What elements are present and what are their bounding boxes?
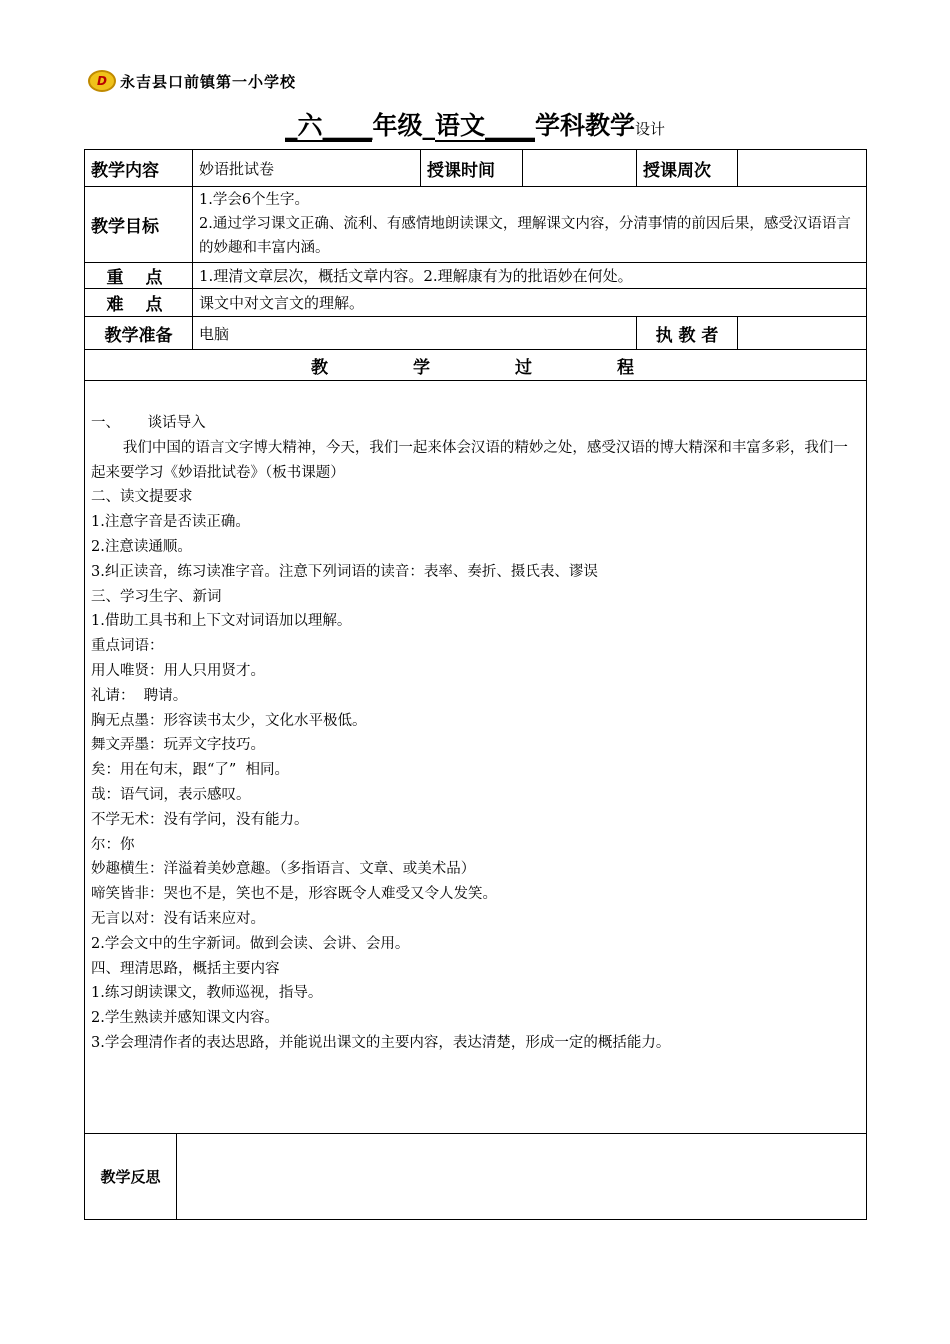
title-grade-suffix: 年级_ (372, 111, 435, 140)
lesson-plan-table (84, 149, 867, 1220)
row-prep (85, 317, 867, 350)
title-grade: 六____ (297, 111, 373, 140)
row-reflection (85, 1134, 867, 1220)
process-line: 2.学生熟读并感知课文内容。 (91, 1010, 279, 1027)
goal-item: 1.学会6个生字。 (199, 192, 310, 208)
goals-label: 教学目标 (85, 187, 193, 263)
difficulty-value: 课文中对文言文的理解。 (193, 289, 867, 317)
goal-item: 2.通过学习课文正确、流利、有感情地朗读课文，理解课文内容，分清事情的前因后果，感受汉语语言的妙趣和丰富内涵。 (199, 216, 851, 256)
process-label: 教学过程 (85, 350, 867, 381)
process-line: 礼请： 聘请。 (91, 687, 188, 704)
process-line: 妙趣横生：洋溢着美妙意趣。（多指语言、文章、或美术品） (91, 861, 476, 878)
process-line: 矣：用在句末，跟“了” 相同。 (91, 762, 290, 779)
process-line: 哉：语气词，表示感叹。 (91, 786, 251, 803)
teacher-value (738, 317, 867, 350)
focus-value: 1.理清文章层次，概括文章内容。2.理解康有为的批语妙在何处。 (193, 263, 867, 289)
title-subject: 语文____ (434, 111, 535, 140)
process-line: 不学无术：没有学问，没有能力。 (91, 811, 309, 828)
difficulty-label: 难 点 (85, 289, 193, 317)
title-prefix: _ (284, 111, 298, 140)
process-line: 啼笑皆非：哭也不是，笑也不是，形容既令人难受又令人发笑。 (91, 886, 497, 903)
process-line: 2.注意读通顺。 (91, 538, 192, 555)
school-header (88, 68, 296, 94)
process-body (85, 381, 867, 1134)
title-subject-suffix: 学科教学 (535, 111, 636, 140)
focus-label: 重 点 (85, 263, 193, 289)
row-process-body (85, 381, 867, 1134)
content-label: 教学内容 (85, 150, 193, 187)
time-label: 授课时间 (421, 150, 523, 187)
document-title (0, 106, 950, 142)
process-line: 四、理清思路，概括主要内容 (91, 960, 280, 977)
time-value (523, 150, 637, 187)
week-label: 授课周次 (637, 150, 738, 187)
content-value: 妙语批试卷 (193, 150, 421, 187)
process-line: 3.纠正读音，练习读准字音。注意下列词语的读音：表率、奏折、摄氏表、谬误 (91, 563, 598, 580)
process-line: 无言以对：没有话来应对。 (91, 910, 265, 927)
school-logo-icon: D (88, 70, 116, 92)
process-line: 1.借助工具书和上下文对词语加以理解。 (91, 613, 352, 630)
teacher-label: 执 教 者 (637, 317, 738, 350)
prep-value: 电脑 (193, 317, 637, 350)
row-content (85, 150, 867, 187)
row-goals (85, 187, 867, 263)
process-line: 2.学会文中的生字新词。做到会读、会讲、会用。 (91, 935, 410, 952)
process-line: 1.练习朗读课文，教师巡视，指导。 (91, 985, 323, 1002)
reflection-value (177, 1134, 867, 1220)
process-line: 用人唯贤：用人只用贤才。 (91, 662, 265, 679)
process-line: 舞文弄墨：玩弄文字技巧。 (91, 737, 265, 754)
reflection-label: 教学反思 (85, 1134, 177, 1220)
prep-label: 教学准备 (85, 317, 193, 350)
process-line: 3.学会理清作者的表达思路，并能说出课文的主要内容，表达清楚，形成一定的概括能力。 (91, 1034, 671, 1051)
process-line: 三、学习生字、新词 (91, 588, 222, 605)
process-line: 1.注意字音是否读正确。 (91, 514, 250, 531)
process-line: 二、读文提要求 (91, 489, 193, 506)
week-value (738, 150, 867, 187)
row-difficulty (85, 289, 867, 317)
goals-value (193, 187, 867, 263)
process-paragraph: 我们中国的语言文字博大精神，今天，我们一起来体会汉语的精妙之处，感受汉语的博大精深和丰富多彩，我们一起来要学习《妙语批试卷》（板书课题） (91, 439, 848, 481)
title-small: 设计 (635, 120, 666, 138)
school-name: 永吉县口前镇第一小学校 (120, 72, 297, 91)
process-line: 尔：你 (91, 836, 135, 853)
process-line: 重点词语： (91, 638, 164, 655)
row-process-header (85, 350, 867, 381)
process-line: 胸无点墨：形容读书太少，文化水平极低。 (91, 712, 367, 729)
process-heading: 一、 谈话导入 (91, 415, 206, 431)
row-focus (85, 263, 867, 289)
